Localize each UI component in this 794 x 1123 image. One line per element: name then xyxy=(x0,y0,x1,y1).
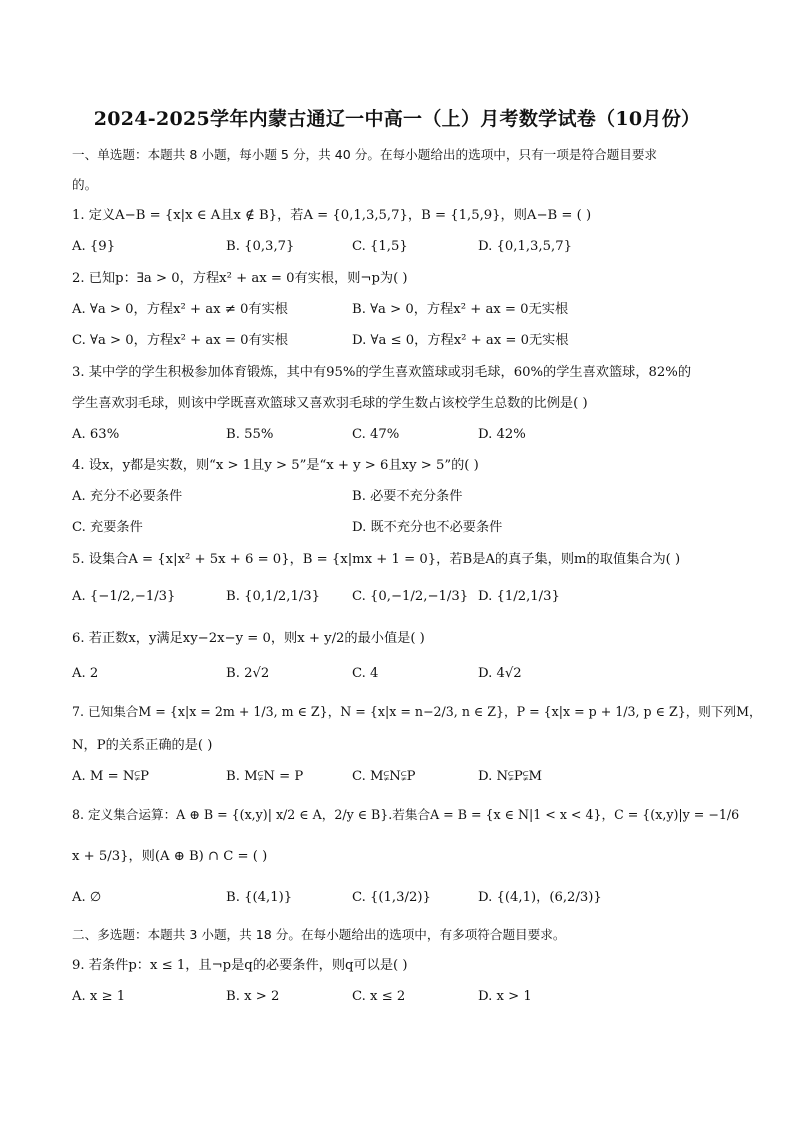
question-1-option-d[interactable]: D. {0,1,3,5,7} xyxy=(478,239,572,254)
question-5-option-b[interactable]: B. {0,1/2,1/3} xyxy=(226,589,321,604)
question-8-option-b[interactable]: B. {(4,1)} xyxy=(226,890,293,905)
question-5-stem: 5. 设集合A = {x|x² + 5x + 6 = 0}，B = {x|mx + 1 = 0}，若B是A的真子集，则m的取值集合为( ) xyxy=(72,552,681,567)
question-9-option-c[interactable]: C. x ≤ 2 xyxy=(352,989,406,1004)
question-7-option-c[interactable]: C. M⫋N⫋P xyxy=(352,769,416,784)
question-7-stem: 7. 已知集合M = {x|x = 2m + 1/3, m ∈ Z}，N = {x|x = n−2/3, n ∈ Z}，P = {x|x = p + 1/3, p ∈ Z}，则下列M， xyxy=(72,704,762,719)
question-7-stem-cont: N，P的关系正确的是( ) xyxy=(72,738,213,753)
section-2-heading: 二、多选题：本题共 3 小题，共 18 分。在每小题给出的选项中，有多项符合题目要求。 xyxy=(72,927,566,942)
question-9-option-b[interactable]: B. x > 2 xyxy=(226,989,280,1004)
question-7-option-b[interactable]: B. M⫋N = P xyxy=(226,769,304,784)
question-7-option-d[interactable]: D. N⫋P⫋M xyxy=(478,769,543,784)
question-4-stem: 4. 设x，y都是实数，则“x > 1且y > 5”是“x + y > 6且xy > 5”的( ) xyxy=(72,458,479,473)
question-6-option-c[interactable]: C. 4 xyxy=(352,666,379,681)
question-2-option-c[interactable]: C. ∀a > 0，方程x² + ax = 0有实根 xyxy=(72,333,289,348)
question-8-option-c[interactable]: C. {(1,3/2)} xyxy=(352,890,431,905)
question-4-option-c[interactable]: C. 充要条件 xyxy=(72,520,143,535)
question-5-option-d[interactable]: D. {1/2,1/3} xyxy=(478,589,560,604)
question-8-option-d[interactable]: D. {(4,1)，(6,2/3)} xyxy=(478,890,602,905)
question-5-option-c[interactable]: C. {0,−1/2,−1/3} xyxy=(352,589,469,604)
question-3-option-b[interactable]: B. 55% xyxy=(226,427,274,442)
page-title: 2024-2025学年内蒙古通辽一中高一（上）月考数学试卷（10月份） xyxy=(93,108,701,130)
question-6-stem: 6. 若正数x，y满足xy−2x−y = 0，则x + y/2的最小值是( ) xyxy=(72,631,425,646)
section-1-heading-cont: 的。 xyxy=(72,177,98,192)
question-5-option-a[interactable]: A. {−1/2,−1/3} xyxy=(72,589,176,604)
question-9-option-a[interactable]: A. x ≥ 1 xyxy=(72,989,126,1004)
question-1-option-a[interactable]: A. {9} xyxy=(72,239,116,254)
section-1-heading: 一、单选题：本题共 8 小题，每小题 5 分，共 40 分。在每小题给出的选项中，只有一项是符合题目要求 xyxy=(72,147,658,162)
question-4-option-d[interactable]: D. 既不充分也不必要条件 xyxy=(352,520,503,535)
question-3-option-d[interactable]: D. 42% xyxy=(478,427,526,442)
question-2-option-b[interactable]: B. ∀a > 0，方程x² + ax = 0无实根 xyxy=(352,302,569,317)
question-3-option-c[interactable]: C. 47% xyxy=(352,427,400,442)
question-3-stem-cont: 学生喜欢羽毛球，则该中学既喜欢篮球又喜欢羽毛球的学生数占该校学生总数的比例是( ) xyxy=(72,396,588,411)
question-2-option-d[interactable]: D. ∀a ≤ 0，方程x² + ax = 0无实根 xyxy=(352,333,569,348)
question-6-option-d[interactable]: D. 4√2 xyxy=(478,666,522,681)
question-4-option-b[interactable]: B. 必要不充分条件 xyxy=(352,489,463,504)
question-2-stem: 2. 已知p：∃a > 0，方程x² + ax = 0有实根，则¬p为( ) xyxy=(72,271,408,286)
question-9-stem: 9. 若条件p：x ≤ 1，且¬p是q的必要条件，则q可以是( ) xyxy=(72,958,408,973)
question-1-option-c[interactable]: C. {1,5} xyxy=(352,239,408,254)
question-4-option-a[interactable]: A. 充分不必要条件 xyxy=(72,489,183,504)
question-6-option-b[interactable]: B. 2√2 xyxy=(226,666,270,681)
question-1-option-b[interactable]: B. {0,3,7} xyxy=(226,239,295,254)
question-8-stem: 8. 定义集合运算：A ⊕ B = {(x,y)| x/2 ∈ A，2/y ∈ B}.若集合A = B = {x ∈ N|1 < x < 4}，C = {(x,y)|y = −1/6 xyxy=(72,807,740,822)
question-3-stem: 3. 某中学的学生积极参加体育锻炼，其中有95%的学生喜欢篮球或羽毛球，60%的学生喜欢篮球，82%的 xyxy=(72,365,692,380)
question-1-stem: 1. 定义A−B = {x|x ∈ A且x ∉ B}，若A = {0,1,3,5,7}，B = {1,5,9}，则A−B = ( ) xyxy=(72,208,592,223)
question-8-stem-cont: x + 5/3}，则(A ⊕ B) ∩ C = ( ) xyxy=(72,849,268,864)
question-3-option-a[interactable]: A. 63% xyxy=(72,427,120,442)
question-9-option-d[interactable]: D. x > 1 xyxy=(478,989,532,1004)
question-8-option-a[interactable]: A. ∅ xyxy=(72,890,102,905)
question-6-option-a[interactable]: A. 2 xyxy=(72,666,99,681)
question-7-option-a[interactable]: A. M = N⫋P xyxy=(72,769,150,784)
question-2-option-a[interactable]: A. ∀a > 0，方程x² + ax ≠ 0有实根 xyxy=(72,302,288,317)
